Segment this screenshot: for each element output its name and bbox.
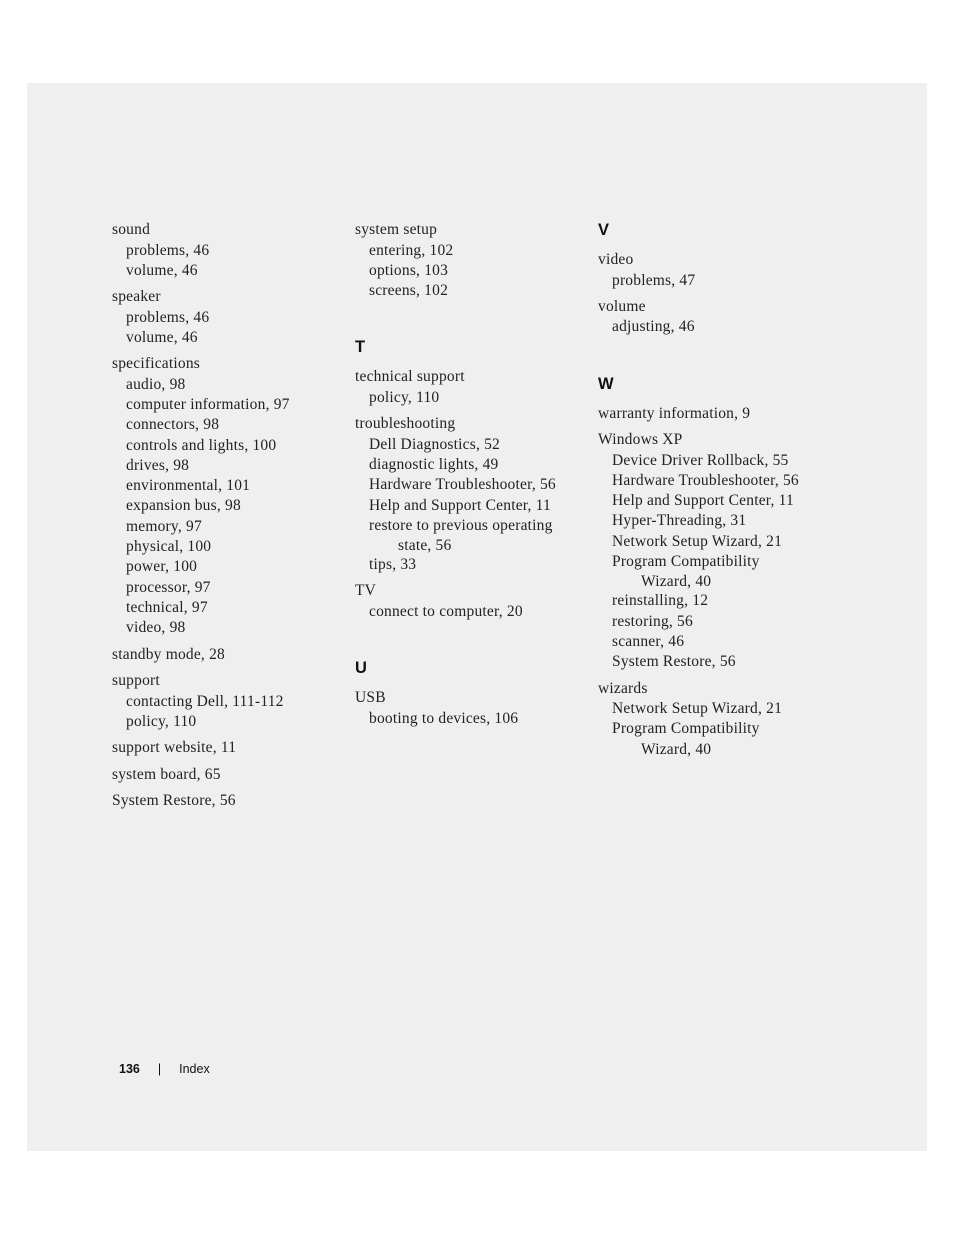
index-term: standby mode, 28 bbox=[112, 645, 225, 663]
index-entry bbox=[598, 297, 838, 338]
index-term: system setup bbox=[355, 221, 438, 238]
index-entry bbox=[598, 250, 838, 291]
section-spacer bbox=[355, 628, 595, 658]
page bbox=[27, 83, 927, 1151]
subentry-text: Hardware Troubleshooter, 56 bbox=[612, 471, 799, 489]
index-subentry bbox=[598, 471, 838, 491]
index-subentry bbox=[112, 436, 352, 456]
index-term: volume bbox=[598, 297, 646, 315]
index-term: TV bbox=[355, 582, 377, 600]
index-subentry bbox=[112, 415, 352, 435]
index-subentry bbox=[598, 591, 838, 611]
index-subentry bbox=[598, 552, 838, 591]
subentry-text: adjusting, 46 bbox=[612, 318, 695, 336]
subentry-text: screens, 102 bbox=[369, 282, 449, 300]
section-spacer bbox=[355, 307, 595, 337]
footer-separator: | bbox=[157, 1062, 162, 1076]
index-column-2 bbox=[355, 220, 595, 735]
index-subentry bbox=[598, 511, 838, 531]
index-subentry bbox=[598, 491, 838, 511]
subentry-text: Device Driver Rollback, 55 bbox=[612, 451, 789, 469]
index-column-3 bbox=[598, 220, 838, 765]
index-subentry bbox=[112, 375, 352, 395]
index-term: support website, 11 bbox=[112, 739, 237, 757]
index-entry bbox=[112, 765, 352, 786]
subentry-text: physical, 100 bbox=[126, 538, 212, 556]
index-entry bbox=[355, 220, 595, 301]
index-entry bbox=[355, 367, 595, 408]
index-subentry bbox=[112, 308, 352, 328]
subentry-text: entering, 102 bbox=[369, 241, 454, 259]
footer-section-title: Index bbox=[179, 1062, 210, 1076]
index-term: system board, 65 bbox=[112, 765, 221, 783]
index-subentry bbox=[355, 435, 595, 455]
section-spacer bbox=[598, 344, 838, 374]
index-term: support bbox=[112, 672, 160, 690]
index-subentry bbox=[355, 602, 595, 622]
subentry-text: Help and Support Center, 11 bbox=[369, 496, 551, 514]
index-subentry bbox=[112, 578, 352, 598]
subentry-text: policy, 110 bbox=[126, 712, 197, 730]
index-column-1 bbox=[112, 220, 352, 818]
subentry-text: technical, 97 bbox=[126, 598, 208, 616]
index-term: video bbox=[598, 251, 634, 268]
subentry-text: power, 100 bbox=[126, 558, 198, 576]
index-entry bbox=[598, 679, 838, 759]
index-subentry bbox=[112, 496, 352, 516]
index-subentry bbox=[112, 517, 352, 537]
index-entry bbox=[598, 430, 838, 672]
subentry-text: environmental, 101 bbox=[126, 477, 251, 495]
subentry-text: audio, 98 bbox=[126, 375, 186, 393]
index-subentry bbox=[598, 532, 838, 552]
subentry-text: processor, 97 bbox=[126, 578, 211, 596]
subentry-text: controls and lights, 100 bbox=[126, 436, 277, 454]
index-entry bbox=[112, 671, 352, 732]
index-subentry bbox=[355, 455, 595, 475]
index-term: specifications bbox=[112, 355, 201, 373]
index-letter-heading: W bbox=[598, 374, 614, 393]
subentry-text: drives, 98 bbox=[126, 456, 190, 474]
page-footer bbox=[119, 1062, 210, 1076]
subentry-text: Program Compatibility bbox=[612, 553, 760, 571]
subentry-text: video, 98 bbox=[126, 619, 186, 637]
subentry-text: volume, 46 bbox=[126, 328, 198, 346]
index-subentry bbox=[112, 328, 352, 348]
index-term: sound bbox=[112, 221, 151, 238]
subentry-text: problems, 46 bbox=[126, 241, 210, 259]
index-entry bbox=[355, 414, 595, 575]
index-term: warranty information, 9 bbox=[598, 404, 751, 422]
index-entry bbox=[355, 581, 595, 622]
index-term: Windows XP bbox=[598, 431, 683, 449]
index-subentry bbox=[598, 612, 838, 632]
index-subentry bbox=[355, 496, 595, 516]
subentry-text: Help and Support Center, 11 bbox=[612, 492, 794, 510]
subentry-continuation: Wizard, 40 bbox=[641, 740, 712, 758]
subentry-text: connectors, 98 bbox=[126, 416, 220, 434]
subentry-text: options, 103 bbox=[369, 261, 449, 279]
index-subentry bbox=[355, 709, 595, 729]
index-subentry bbox=[112, 261, 352, 281]
index-subentry bbox=[112, 456, 352, 476]
index-term: troubleshooting bbox=[355, 415, 456, 433]
subentry-text: computer information, 97 bbox=[126, 395, 290, 413]
subentry-continuation: state, 56 bbox=[398, 537, 452, 555]
index-subentry bbox=[112, 598, 352, 618]
index-entry bbox=[112, 791, 352, 812]
index-subentry bbox=[112, 537, 352, 557]
index-entry bbox=[112, 354, 352, 638]
subentry-text: reinstalling, 12 bbox=[612, 592, 709, 610]
index-term: System Restore, 56 bbox=[112, 792, 236, 810]
subentry-text: restoring, 56 bbox=[612, 612, 693, 630]
subentry-text: Network Setup Wizard, 21 bbox=[612, 532, 783, 550]
index-letter-heading: T bbox=[355, 338, 366, 357]
index-entry bbox=[112, 738, 352, 759]
subentry-text: contacting Dell, 111-112 bbox=[126, 692, 284, 710]
index-subentry bbox=[598, 632, 838, 652]
subentry-text: System Restore, 56 bbox=[612, 653, 736, 671]
index-entry bbox=[355, 688, 595, 729]
subentry-text: Program Compatibility bbox=[612, 720, 760, 738]
index-entry bbox=[112, 645, 352, 666]
index-entry bbox=[112, 220, 352, 281]
index-subentry bbox=[112, 618, 352, 638]
index-subentry bbox=[112, 692, 352, 712]
index-subentry bbox=[112, 557, 352, 577]
index-term: technical support bbox=[355, 368, 465, 386]
index-entry bbox=[598, 404, 838, 425]
index-subentry bbox=[355, 555, 595, 575]
subentry-text: Hyper-Threading, 31 bbox=[612, 512, 747, 530]
index-subentry bbox=[598, 451, 838, 471]
index-subentry bbox=[355, 516, 595, 555]
index-subentry bbox=[598, 699, 838, 719]
index-subentry bbox=[112, 712, 352, 732]
subentry-text: policy, 110 bbox=[369, 388, 440, 406]
index-subentry bbox=[112, 241, 352, 261]
index-subentry bbox=[598, 271, 838, 291]
subentry-text: scanner, 46 bbox=[612, 632, 685, 650]
index-subentry bbox=[112, 476, 352, 496]
subentry-text: volume, 46 bbox=[126, 261, 198, 279]
index-subentry bbox=[598, 652, 838, 672]
subentry-text: connect to computer, 20 bbox=[369, 602, 523, 620]
index-entry bbox=[112, 287, 352, 348]
subentry-text: restore to previous operating bbox=[369, 516, 553, 534]
index-subentry bbox=[355, 475, 595, 495]
index-subentry bbox=[112, 395, 352, 415]
index-subentry bbox=[355, 281, 595, 301]
subentry-text: Network Setup Wizard, 21 bbox=[612, 700, 783, 718]
page-number: 136 bbox=[119, 1062, 140, 1076]
index-term: speaker bbox=[112, 288, 161, 306]
index-subentry bbox=[355, 388, 595, 408]
index-letter-heading: U bbox=[355, 659, 368, 678]
subentry-text: expansion bus, 98 bbox=[126, 497, 241, 515]
subentry-text: tips, 33 bbox=[369, 556, 417, 574]
subentry-text: problems, 46 bbox=[126, 308, 210, 326]
subentry-text: booting to devices, 106 bbox=[369, 709, 519, 727]
subentry-text: memory, 97 bbox=[126, 517, 202, 535]
index-subentry bbox=[355, 241, 595, 261]
index-subentry bbox=[355, 261, 595, 281]
index-term: wizards bbox=[598, 679, 648, 697]
index-term: USB bbox=[355, 689, 386, 707]
subentry-continuation: Wizard, 40 bbox=[641, 573, 712, 591]
subentry-text: problems, 47 bbox=[612, 271, 696, 289]
subentry-text: diagnostic lights, 49 bbox=[369, 455, 499, 473]
index-subentry bbox=[598, 719, 838, 758]
index-subentry bbox=[598, 317, 838, 337]
subentry-text: Hardware Troubleshooter, 56 bbox=[369, 476, 556, 494]
subentry-text: Dell Diagnostics, 52 bbox=[369, 435, 500, 453]
index-letter-heading: V bbox=[598, 221, 610, 239]
